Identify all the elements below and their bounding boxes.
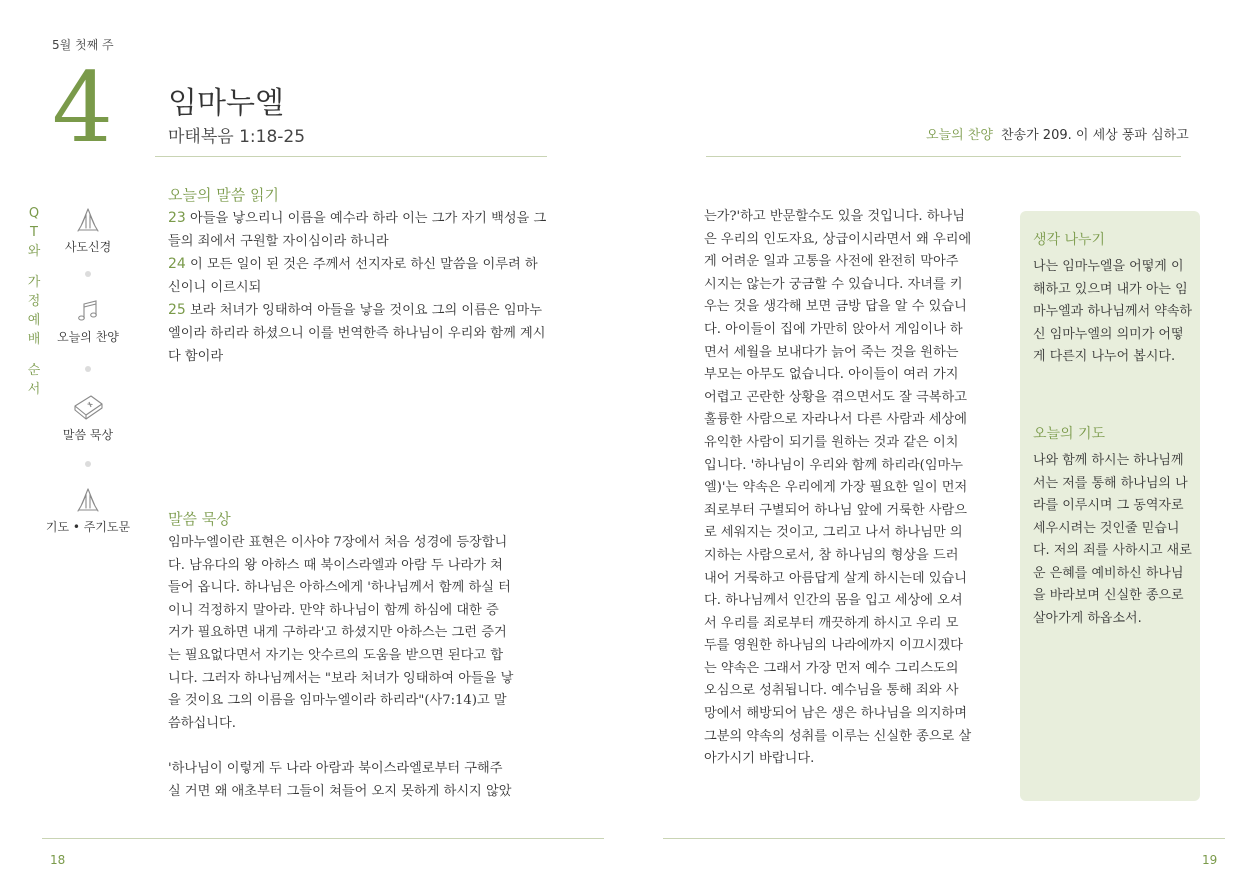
meditation-paragraph: '하나님이 이렇게 두 나라 아람과 북이스라엘로부터 구해주 실 거면 왜 애초부터 그들이 쳐들어 오지 못하게 하시지 않았 bbox=[168, 761, 512, 799]
footer-divider-right bbox=[663, 838, 1225, 839]
nav-separator-dot bbox=[85, 366, 91, 372]
share-heading: 생각 나누기 bbox=[1033, 232, 1106, 248]
page-number-left: 18 bbox=[50, 853, 66, 867]
nav-item-label: 기도 • 주기도문 bbox=[45, 520, 131, 534]
page-title: 임마누엘 bbox=[168, 86, 284, 121]
meditation-paragraph: 임마누엘이란 표현은 이사야 7장에서 처음 성경에 등장합니 다. 남유다의 왕 아하스 때 북이스라엘과 아람 두 나라가 쳐 들어 옵니다. 하나님은 아하스에게 '하나님께서 함께 하실 터 이니 걱정하지 말아라. 만약 하나님이 함께 하심에 대한 증 거가 필요하면 내게 구하라'고 하셨지만 아하스는 그런 증거 는 필요없다면서 자기는 앗수르의 도움을 받으면 된다고 합 니다. 그러자 하나님께서는 "보라 처녀가 잉태하여 아들을 낳 을 것이요 그의 이름을 임마누엘이라 하리라"(사7:14)고 말 씀하십니다. bbox=[168, 535, 514, 731]
verse bbox=[168, 299, 548, 368]
vertical-label-char: 배 bbox=[27, 332, 41, 347]
nav-item-hymn[interactable] bbox=[38, 298, 138, 345]
praying-hands-icon bbox=[74, 486, 102, 514]
praying-hands-icon bbox=[74, 206, 102, 234]
vertical-label-char: 서 bbox=[27, 382, 41, 397]
bible-icon bbox=[71, 392, 105, 422]
verse-text: 보라 처녀가 잉태하여 아들을 낳을 것이요 그의 이름은 임마누엘이라 하리라 하셨으니 이를 번역한즉 하나님이 우리와 함께 계시다 함이라 bbox=[168, 303, 546, 364]
verse-text: 이 모든 일이 된 것은 주께서 선지자로 하신 말씀을 이루려 하신이니 이르시되 bbox=[168, 257, 538, 295]
reading-heading: 오늘의 말씀 읽기 bbox=[168, 186, 279, 204]
nav-separator-dot bbox=[85, 461, 91, 467]
verse-number: 24 bbox=[168, 256, 186, 273]
header-divider-left bbox=[155, 156, 547, 157]
share-text: 나는 임마누엘을 어떻게 이 해하고 있으며 내가 아는 임 마누엘과 하나님께서 약속하 신 임마누엘의 의미가 어떻 게 다른지 나누어 봅시다. bbox=[1033, 259, 1192, 364]
week-label: 5월 첫째 주 bbox=[52, 38, 114, 52]
vertical-label-char: Q bbox=[28, 206, 40, 221]
verse-number: 25 bbox=[168, 302, 186, 319]
vertical-label-char: 와 bbox=[27, 244, 41, 259]
nav-separator-dot bbox=[85, 271, 91, 277]
reflection-box bbox=[1020, 211, 1200, 801]
music-note-icon bbox=[75, 298, 101, 324]
nav-item-label: 말씀 묵상 bbox=[62, 428, 114, 442]
vertical-label-char: T bbox=[30, 225, 38, 240]
nav-item-prayer[interactable] bbox=[38, 486, 138, 535]
verse-text: 아들을 낳으리니 이름을 예수라 하라 이는 그가 자기 백성을 그들의 죄에서 구원할 자이심이라 하니라 bbox=[168, 211, 547, 249]
nav-item-label: 오늘의 찬양 bbox=[57, 330, 119, 344]
verse bbox=[168, 253, 548, 299]
meditation-heading: 말씀 묵상 bbox=[168, 510, 231, 528]
prayer-text: 나와 함께 하시는 하나님께 서는 저를 통해 하나님의 나 라를 이루시며 그 동역자로 세우시려는 것인줄 믿습니 다. 저의 죄를 사하시고 새로 운 은혜를 예비하신 하나님 을 바라보며 신실한 종으로 살아가게 하옵소서. bbox=[1033, 453, 1192, 626]
meditation-continued: 는가?'하고 반문할수도 있을 것입니다. 하나님 은 우리의 인도자요, 상급이시라면서 왜 우리에 게 어려운 일과 고통을 사전에 완전히 막아주 시지는 않는가 궁금할 수 있습니다. 자녀를 키 우는 것을 생각해 보면 금방 답을 알 수 있습니 다. 아이들이 집에 가만히 앉아서 게임이나 하 면서 세월을 보내다가 늙어 죽는 것을 원하는 부모는 아무도 없습니다. 아이들이 여러 가지 어렵고 곤란한 상황을 겪으면서도 잘 극복하고 훌륭한 사람으로 자라나서 다른 사람과 세상에 유익한 사람이 되기를 원하는 것과 같은 이치 입니다. '하나님이 우리와 함께 하리라(임마누 엘)'는 약속은 우리에게 가장 필요한 일이 먼저 죄로부터 구별되어 하나님 앞에 거룩한 사람으 로 세워지는 것이고, 그리고 나서 하나님만 의 지하는 사람으로서, 참 하나님의 형상을 드러 내어 거룩하고 아름답게 살게 하시는데 있습니 다. 하나님께서 인간의 몸을 입고 세상에 오셔 서 우리를 죄로부터 깨끗하게 하시고 우리 모 두를 영원한 하나님의 나라에까지 이끄시겠다 는 약속은 그래서 가장 먼저 예수 그리스도의 오심으로 성취됩니다. 예수님을 통해 죄와 사 망에서 해방되어 남은 생은 하나님을 의지하며 그분의 약속의 성취를 이루는 신실한 종으로 살 아가시기 바랍니다. bbox=[704, 209, 972, 767]
vertical-label-char: 정 bbox=[27, 294, 41, 309]
verse bbox=[168, 207, 548, 253]
vertical-label-char bbox=[26, 349, 42, 361]
footer-divider-left bbox=[42, 838, 604, 839]
hymn-label: 오늘의 찬양 bbox=[926, 128, 993, 143]
nav-item-label: 사도신경 bbox=[64, 240, 112, 254]
lesson-number: 4 bbox=[52, 52, 112, 164]
header-divider-right bbox=[706, 156, 1181, 157]
nav-item-creed[interactable] bbox=[38, 206, 138, 255]
vertical-label-char: 순 bbox=[27, 363, 41, 378]
vertical-label-char: 가 bbox=[27, 275, 41, 290]
page-number-right: 19 bbox=[1202, 853, 1218, 867]
hymn-title: 찬송가 209. 이 세상 풍파 심하고 bbox=[1001, 128, 1189, 143]
nav-item-meditation[interactable] bbox=[38, 392, 138, 443]
vertical-label-char bbox=[26, 261, 42, 273]
vertical-label-char: 예 bbox=[27, 313, 41, 328]
verse-list bbox=[168, 207, 548, 368]
prayer-heading: 오늘의 기도 bbox=[1033, 426, 1106, 442]
verse-number: 23 bbox=[168, 210, 186, 226]
scripture-reference: 마태복음 1:18-25 bbox=[168, 127, 306, 147]
